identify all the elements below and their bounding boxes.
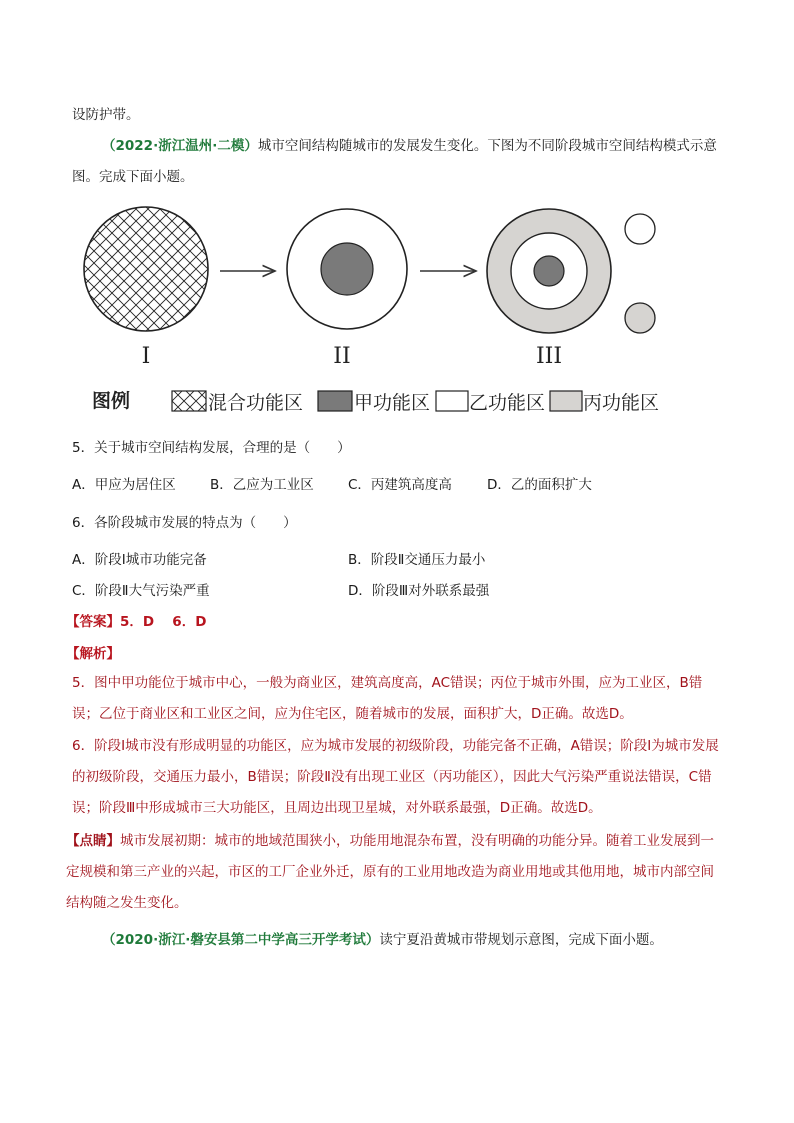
analysis-label: 【解析】 [66, 646, 120, 662]
stage2-jia-circle [321, 243, 373, 295]
comment-text: 城市发展初期：城市的地域范围狭小，功能用地混杂布置，没有明确的功能分异。随着工业发展到一定规模和第三产业的兴起，市区的工厂企业外迁，原有的工业用地改造为商业用地或其他用地，城市内部空间结构随之发生变化。 [66, 833, 714, 911]
q5-option-a[interactable]: A．甲应为居住区 [72, 477, 176, 493]
legend-swatch-yi [436, 391, 468, 411]
comment-block [66, 826, 722, 919]
legend-label-yi: 乙功能区 [469, 392, 546, 414]
figure-svg [70, 203, 730, 425]
header-text: 设防护带。 [72, 107, 140, 123]
stage-label-2: II [333, 344, 351, 369]
stage3-jia-circle [534, 256, 564, 286]
q6-option-b[interactable]: B．阶段Ⅱ交通压力最小 [348, 552, 486, 568]
comment-label: 【点睛】 [66, 833, 120, 849]
question-6-stem: 6．各阶段城市发展的特点为（ ） [72, 515, 297, 531]
mixed-zone-circle [84, 207, 208, 331]
intro-text-line2: 图。完成下面小题。 [72, 169, 194, 185]
legend-label-jia: 甲功能区 [354, 392, 431, 414]
satellite-town-2 [625, 303, 655, 333]
q5-option-d[interactable]: D．乙的面积扩大 [487, 477, 592, 493]
question-intro-2 [102, 928, 663, 948]
analysis-6: 6．阶段Ⅰ城市没有形成明显的功能区，应为城市发展的初级阶段，功能完备不正确，A错误；阶段Ⅰ为城市发展的初级阶段，交通压力最小，B错误；阶段Ⅱ没有出现工业区（丙功能区），因此大气污染严重说法错误，C错误；阶段Ⅲ中形成城市三大功能区，且周边出现卫星城，对外联系最强，D正确。故选D。 [72, 738, 719, 816]
q6-option-d[interactable]: D．阶段Ⅲ对外联系最强 [348, 583, 490, 599]
answer-text: 5．D 6．D [120, 614, 207, 630]
question-source-2: （2020·浙江·磐安县第二中学高三开学考试） [102, 932, 380, 948]
city-structure-figure [70, 203, 730, 425]
intro-text-2: 读宁夏沿黄城市带规划示意图，完成下面小题。 [379, 932, 663, 948]
legend-swatch-jia [318, 391, 352, 411]
q5-option-c[interactable]: C．丙建筑高度高 [348, 477, 452, 493]
question-source: （2022·浙江温州·二模） [102, 138, 258, 154]
legend-label-mixed: 混合功能区 [208, 392, 304, 414]
legend-swatch-mixed [172, 391, 206, 411]
question-intro [102, 134, 717, 154]
analysis-5: 5．图中甲功能位于城市中心，一般为商业区，建筑高度高，AC错误；丙位于城市外围，应为工业区，B错误；乙位于商业区和工业区之间，应为住宅区，随着城市的发展，面积扩大，D正确。故选D。 [72, 675, 703, 722]
answer-label: 【答案】 [66, 614, 120, 630]
legend-label-bing: 丙功能区 [583, 392, 660, 414]
q6-option-c[interactable]: C．阶段Ⅱ大气污染严重 [72, 583, 210, 599]
legend-swatch-bing [550, 391, 582, 411]
q5-option-b[interactable]: B．乙应为工业区 [210, 477, 314, 493]
satellite-town-1 [625, 214, 655, 244]
q6-option-a[interactable]: A．阶段Ⅰ城市功能完备 [72, 552, 207, 568]
stage-label-3: III [535, 344, 563, 369]
answer-line [66, 610, 206, 630]
legend-title: 图例 [92, 390, 131, 412]
intro-text: 城市空间结构随城市的发展发生变化。下图为不同阶段城市空间结构模式示意 [257, 138, 717, 154]
stage-label-1: I [141, 344, 151, 369]
question-5-stem: 5．关于城市空间结构发展，合理的是（ ） [72, 440, 351, 456]
